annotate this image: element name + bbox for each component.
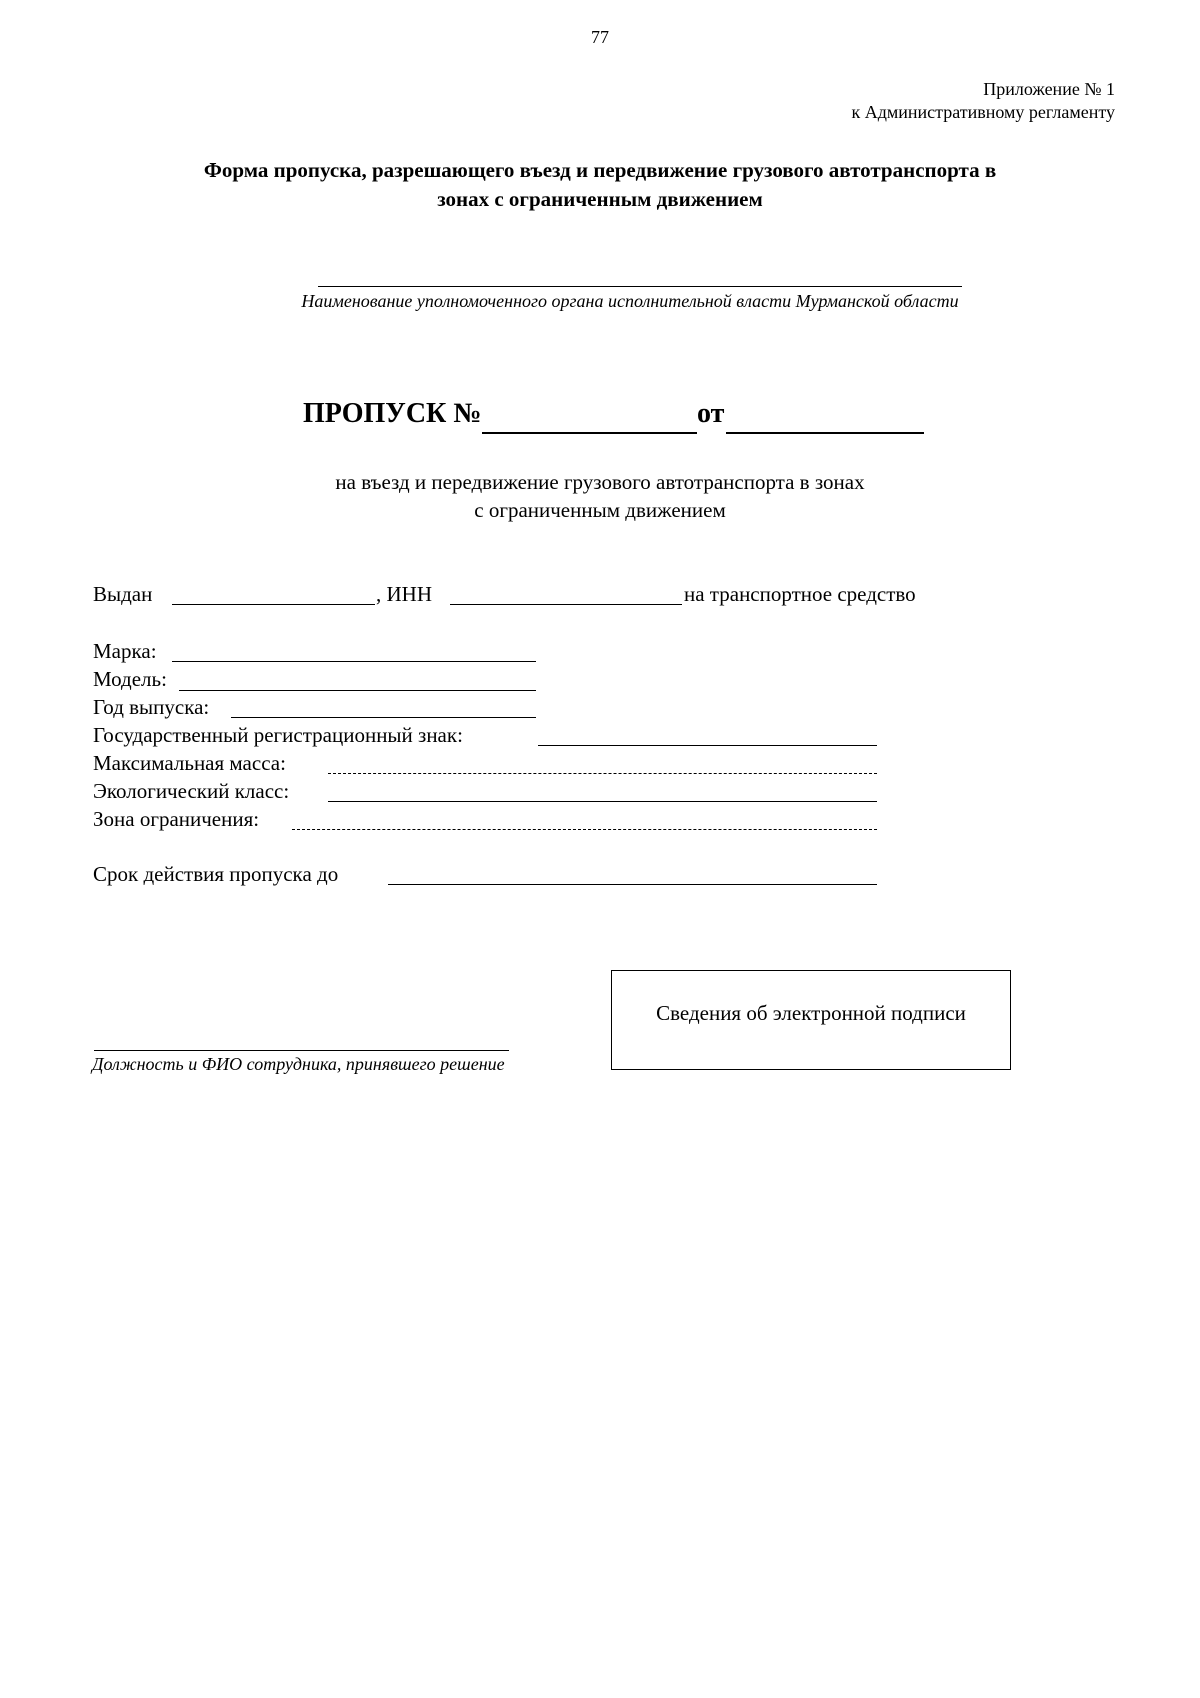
model-field[interactable] bbox=[179, 690, 536, 691]
page-number: 77 bbox=[591, 27, 609, 47]
vehicle-label: на транспортное средство bbox=[684, 582, 916, 606]
brand-label: Марка: bbox=[93, 639, 157, 663]
validity-label: Срок действия пропуска до bbox=[93, 862, 339, 886]
appendix-line-2: к Административному регламенту bbox=[851, 102, 1115, 122]
issued-to-field[interactable] bbox=[172, 604, 375, 605]
restriction-zone-field[interactable] bbox=[292, 829, 877, 830]
form-title bbox=[100, 156, 1100, 214]
electronic-signature-text: Сведения об электронной подписи bbox=[656, 1001, 966, 1025]
validity-date-field[interactable] bbox=[388, 884, 877, 885]
pass-subtitle-line-1: на въезд и передвижение грузового автотранспорта в зонах bbox=[335, 470, 865, 494]
form-title-line-1: Форма пропуска, разрешающего въезд и передвижение грузового автотранспорта в bbox=[203, 158, 997, 182]
pass-subtitle bbox=[100, 468, 1100, 524]
registration-plate-field[interactable] bbox=[538, 745, 877, 746]
appendix-line-1: Приложение № 1 bbox=[983, 79, 1115, 99]
form-title-line-2: зонах с ограниченным движением bbox=[437, 187, 763, 211]
inn-label: , ИНН bbox=[376, 582, 432, 606]
brand-field[interactable] bbox=[172, 661, 536, 662]
authority-name-field[interactable] bbox=[318, 286, 962, 287]
employee-caption: Должность и ФИО сотрудника, принявшего решение bbox=[92, 1054, 505, 1074]
employee-signature-field[interactable] bbox=[94, 1050, 509, 1051]
authority-caption: Наименование уполномоченного органа исполнительной власти Мурманской области bbox=[301, 291, 959, 311]
year-label: Год выпуска: bbox=[93, 695, 210, 719]
inn-field[interactable] bbox=[450, 604, 682, 605]
pass-number-field[interactable] bbox=[482, 432, 697, 434]
max-mass-label: Максимальная масса: bbox=[93, 751, 286, 775]
restriction-zone-label: Зона ограничения: bbox=[93, 807, 260, 831]
issued-label: Выдан bbox=[93, 582, 153, 606]
year-field[interactable] bbox=[231, 717, 536, 718]
max-mass-field[interactable] bbox=[328, 773, 877, 774]
pass-date-label: от bbox=[697, 398, 725, 429]
model-label: Модель: bbox=[93, 667, 167, 691]
appendix-note bbox=[851, 78, 1115, 124]
pass-date-field[interactable] bbox=[726, 432, 924, 434]
eco-class-label: Экологический класс: bbox=[93, 779, 290, 803]
pass-number-label: ПРОПУСК № bbox=[303, 398, 482, 429]
eco-class-field[interactable] bbox=[328, 801, 877, 802]
electronic-signature-box bbox=[611, 970, 1011, 1070]
registration-plate-label: Государственный регистрационный знак: bbox=[93, 723, 463, 747]
pass-subtitle-line-2: с ограниченным движением bbox=[474, 498, 726, 522]
